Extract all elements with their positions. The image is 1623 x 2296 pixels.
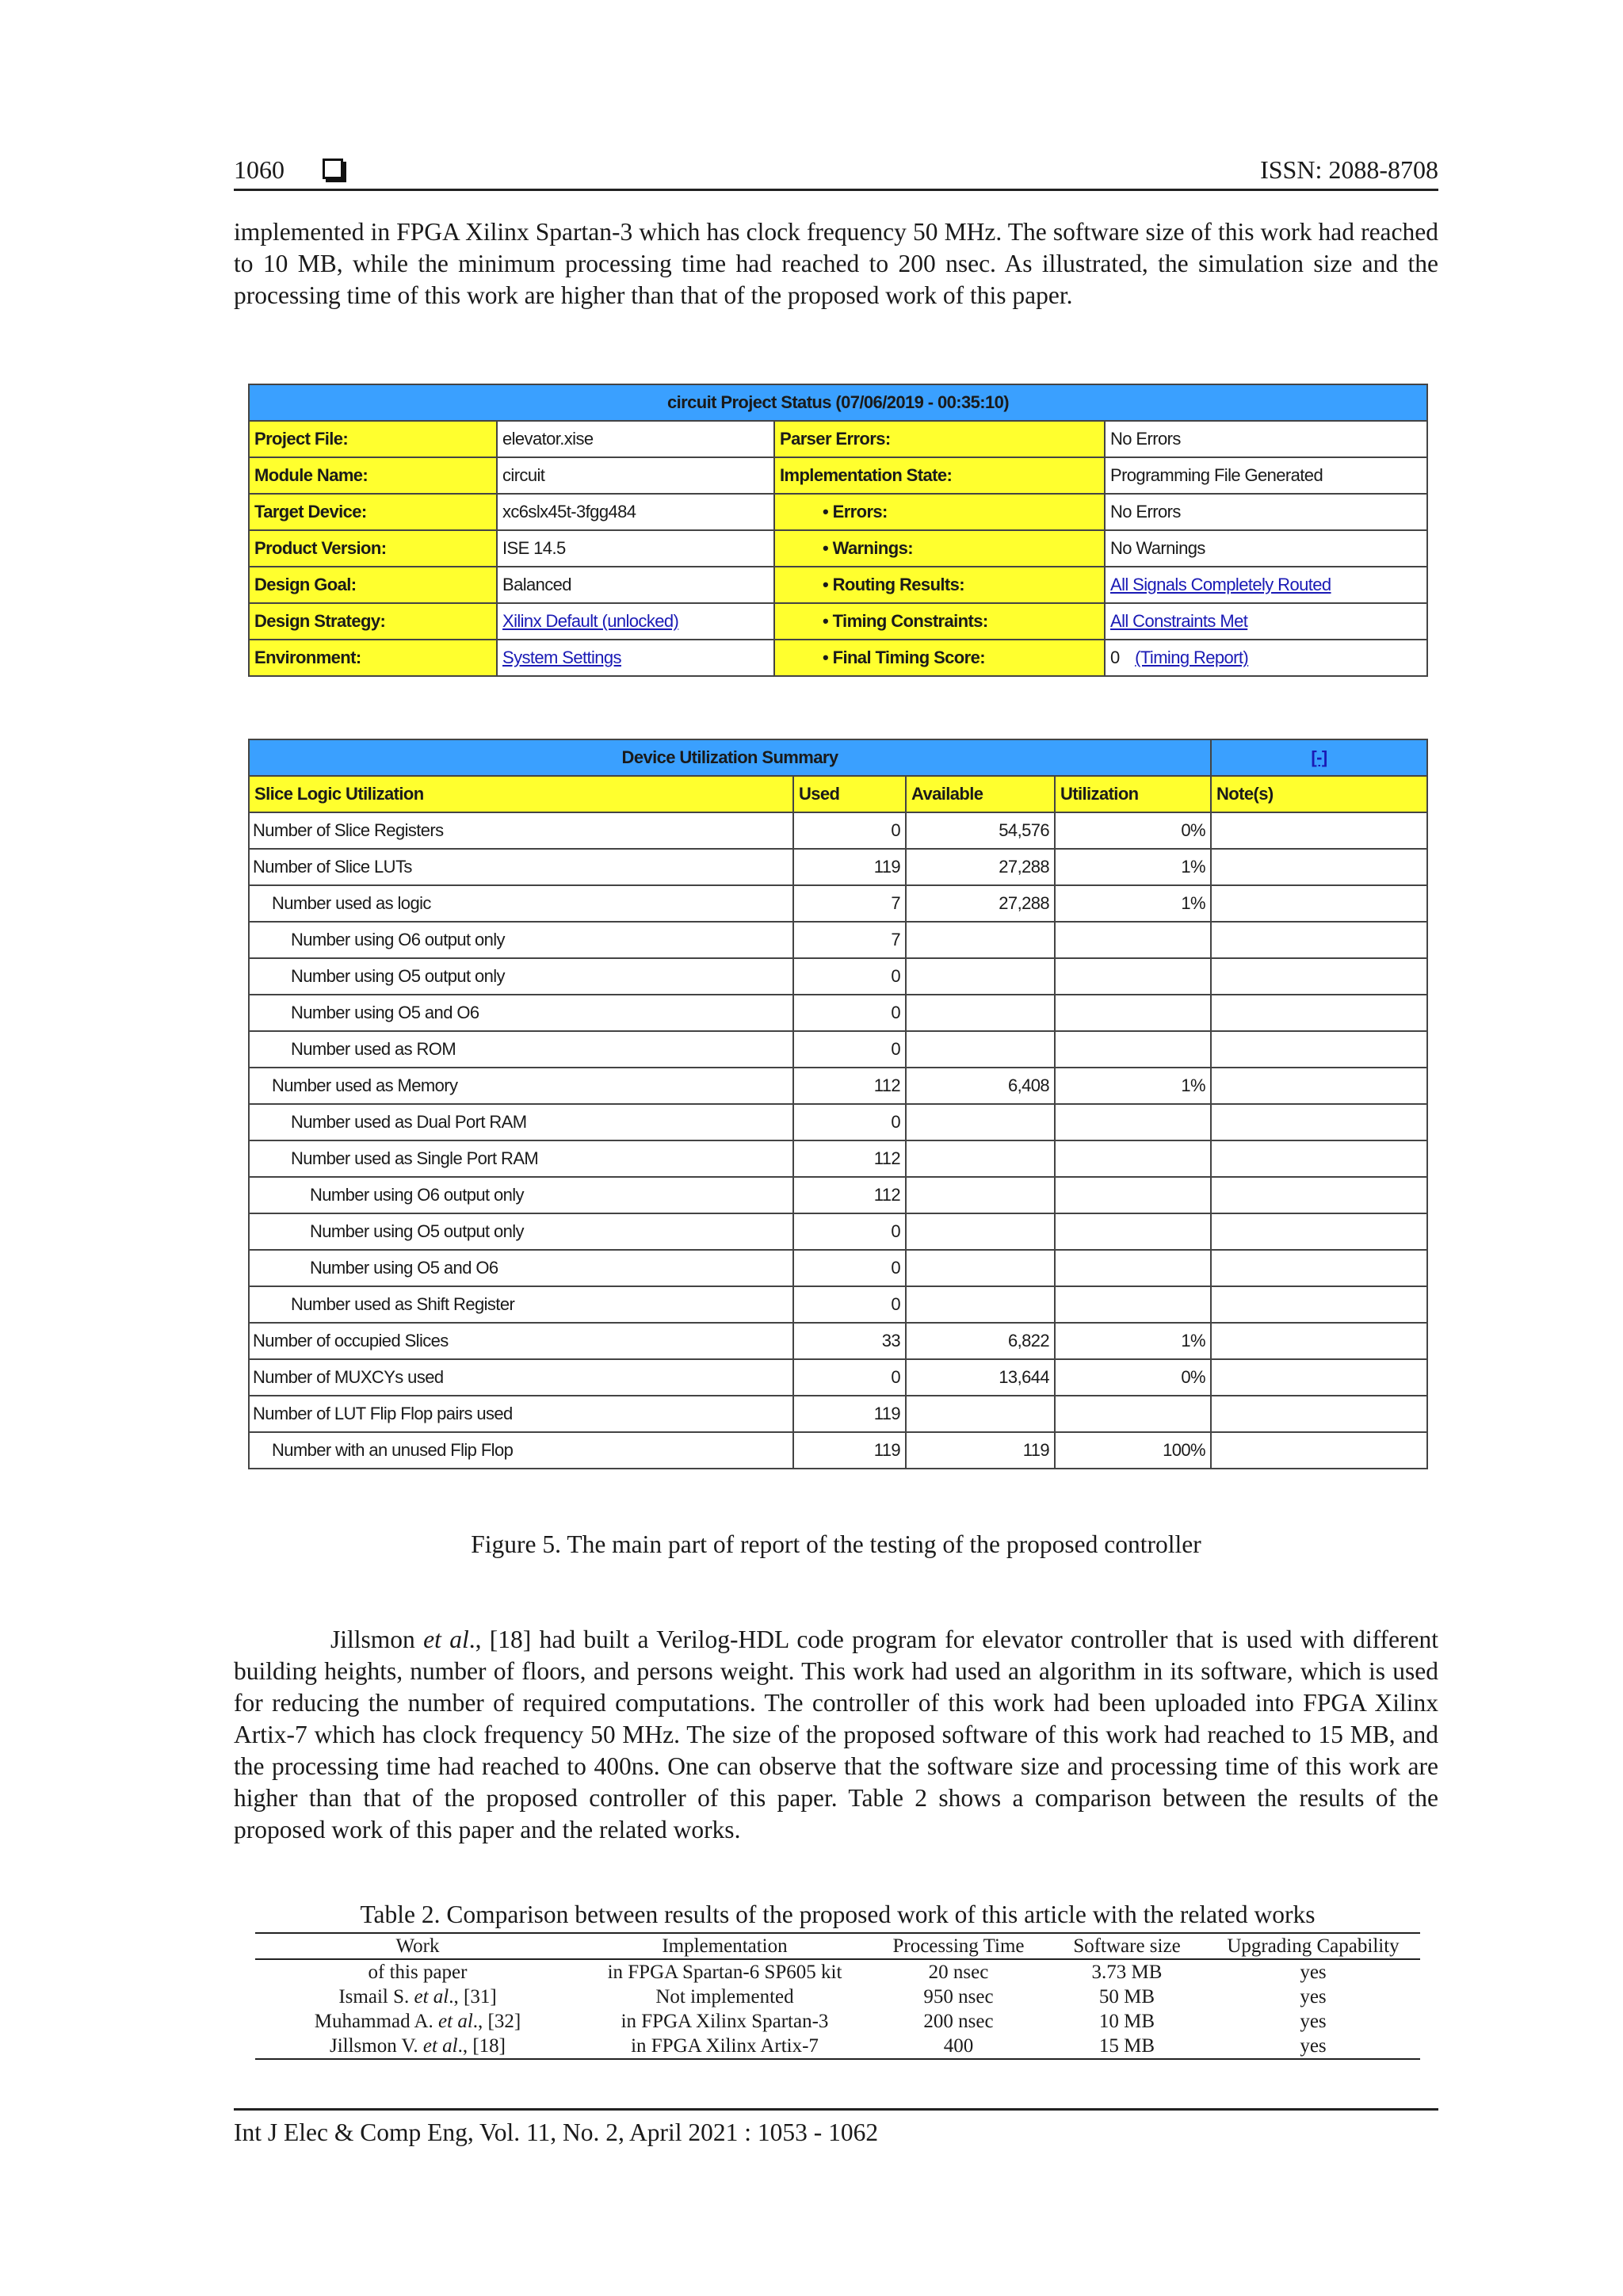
utilization-metric: Number using O6 output only	[249, 1177, 793, 1213]
used-value: 0	[793, 1286, 906, 1323]
project-status-row	[249, 421, 1427, 457]
project-status-title-row	[249, 384, 1427, 421]
comparison-table	[255, 1932, 1420, 2060]
project-status-row	[249, 494, 1427, 530]
status-label: Target Device:	[249, 494, 497, 530]
upgrading-cell: yes	[1300, 1962, 1327, 1983]
status-label: Product Version:	[249, 530, 497, 567]
used-value: 0	[793, 1359, 906, 1396]
utilization-row	[249, 995, 1427, 1031]
comparison-column-header: Implementation	[580, 1933, 869, 1959]
notes-cell	[1211, 1104, 1427, 1140]
project-status-title: circuit Project Status (07/06/2019 - 00:35:10)	[249, 384, 1427, 421]
upgrading-cell: yes	[1300, 2011, 1327, 2032]
utilization-row	[249, 885, 1427, 922]
available-value: 54,576	[906, 812, 1055, 849]
utilization-row	[249, 1177, 1427, 1213]
implementation-cell: in FPGA Spartan-6 SP605 kit	[607, 1962, 842, 1983]
status-label-secondary: Implementation State:	[774, 457, 1105, 494]
software-size-cell: 50 MB	[1098, 1986, 1155, 2008]
status-value-secondary	[1105, 640, 1427, 676]
software-size-cell: 15 MB	[1048, 2034, 1206, 2059]
page-header	[234, 155, 1438, 191]
comparison-row	[255, 1959, 1420, 1985]
upgrading-cell: yes	[1300, 1986, 1327, 2008]
utilization-metric: Number of Slice LUTs	[249, 849, 793, 885]
device-utilization-title-row	[249, 739, 1427, 776]
implementation-cell: in FPGA Xilinx Spartan-3	[621, 2011, 829, 2032]
paragraph-text: ., [18] had built a Verilog-HDL code program for elevator controller that is used with different building heights, number of floors, and persons weight. This work had used an algorithm in its software, which is used for reducing the number of required computations. The controller of this work had been uploaded into FPGA Xilinx Artix-7 which has clock frequency 50 MHz. The size of the proposed software of this work had reached to 15 MB, and the processing time had reached to 400ns. One can observe that the software size and processing time of this work are higher than that of the proposed controller of this paper. Table 2 shows a comparison between the results of the proposed work of this paper and the related works.	[234, 1626, 1439, 1843]
work-cell	[255, 1959, 580, 1985]
notes-cell	[1211, 885, 1427, 922]
page-footer: Int J Elec & Comp Eng, Vol. 11, No. 2, April 2021 : 1053 - 1062	[234, 2108, 1438, 2147]
utilization-row	[249, 1031, 1427, 1068]
utilization-value: 1%	[1055, 1323, 1211, 1359]
available-value	[906, 1286, 1055, 1323]
available-value: 27,288	[906, 885, 1055, 922]
comparison-column-header: Processing Time	[869, 1933, 1048, 1959]
notes-cell	[1211, 812, 1427, 849]
status-label: Project File:	[249, 421, 497, 457]
notes-cell	[1211, 1177, 1427, 1213]
utilization-value: 1%	[1055, 1068, 1211, 1104]
utilization-value	[1055, 958, 1211, 995]
status-value-secondary-link[interactable]: All Constraints Met	[1105, 603, 1427, 640]
paragraph-author: Jillsmon	[330, 1626, 415, 1653]
comparison-column-header: Upgrading Capability	[1206, 1933, 1420, 1959]
notes-cell	[1211, 995, 1427, 1031]
status-value-secondary: No Errors	[1105, 494, 1427, 530]
notes-cell	[1211, 1286, 1427, 1323]
screenshot-crop-edge	[248, 1487, 1426, 1490]
status-label-secondary: Parser Errors:	[774, 421, 1105, 457]
utilization-metric: Number used as Shift Register	[249, 1286, 793, 1323]
utilization-metric: Number using O5 and O6	[249, 1250, 793, 1286]
project-status-row	[249, 603, 1427, 640]
utilization-metric: Number used as Memory	[249, 1068, 793, 1104]
figure-caption: Figure 5. The main part of report of the testing of the proposed controller	[471, 1530, 1201, 1558]
available-value: 6,408	[906, 1068, 1055, 1104]
available-value: 13,644	[906, 1359, 1055, 1396]
utilization-row	[249, 1213, 1427, 1250]
utilization-metric: Number used as logic	[249, 885, 793, 922]
work-name: Jillsmon V.	[329, 2035, 423, 2057]
status-value-link[interactable]: System Settings	[497, 640, 774, 676]
work-reference: ., [32]	[472, 2011, 521, 2032]
used-value: 0	[793, 1031, 906, 1068]
notes-cell	[1211, 1250, 1427, 1286]
utilization-row	[249, 1286, 1427, 1323]
utilization-row	[249, 1068, 1427, 1104]
utilization-row	[249, 1104, 1427, 1140]
utilization-row	[249, 812, 1427, 849]
utilization-column-header: Available	[906, 776, 1055, 812]
status-label: Environment:	[249, 640, 497, 676]
work-etal: et al	[438, 2011, 473, 2032]
notes-cell	[1211, 922, 1427, 958]
status-label-secondary: • Warnings:	[774, 530, 1105, 567]
notes-cell	[1211, 1323, 1427, 1359]
timing-report-link[interactable]: (Timing Report)	[1135, 648, 1249, 667]
used-value: 33	[793, 1323, 906, 1359]
utilization-value	[1055, 1286, 1211, 1323]
utilization-column-header: Utilization	[1055, 776, 1211, 812]
used-value: 0	[793, 1104, 906, 1140]
work-name: Ismail S.	[338, 1986, 414, 2008]
implementation-cell: in FPGA Xilinx Artix-7	[580, 2034, 869, 2059]
utilization-value: 1%	[1055, 885, 1211, 922]
work-reference: ., [31]	[449, 1986, 497, 2008]
available-value	[906, 958, 1055, 995]
notes-cell	[1211, 849, 1427, 885]
body-paragraph	[234, 1624, 1438, 1846]
available-value: 6,822	[906, 1323, 1055, 1359]
available-value	[906, 1250, 1055, 1286]
status-value: circuit	[497, 457, 774, 494]
work-cell	[255, 2034, 580, 2059]
used-value: 112	[793, 1068, 906, 1104]
utilization-row	[249, 958, 1427, 995]
notes-cell	[1211, 1396, 1427, 1432]
utilization-column-header: Used	[793, 776, 906, 812]
utilization-row	[249, 849, 1427, 885]
status-label-secondary: • Errors:	[774, 494, 1105, 530]
utilization-metric: Number using O5 output only	[249, 1213, 793, 1250]
comparison-row	[255, 2009, 1420, 2034]
available-value	[906, 1396, 1055, 1432]
utilization-metric: Number using O6 output only	[249, 922, 793, 958]
utilization-row	[249, 1432, 1427, 1469]
used-value: 0	[793, 1250, 906, 1286]
notes-cell	[1211, 1213, 1427, 1250]
software-size-cell: 3.73 MB	[1091, 1962, 1163, 1983]
work-cell	[255, 2009, 580, 2034]
used-value: 0	[793, 995, 906, 1031]
utilization-value	[1055, 1140, 1211, 1177]
utilization-column-header: Note(s)	[1211, 776, 1427, 812]
processing-time-cell: 950 nsec	[923, 1986, 994, 2008]
work-etal: et al	[414, 1986, 449, 2008]
comparison-header-row	[255, 1933, 1420, 1959]
available-value	[906, 922, 1055, 958]
utilization-value	[1055, 1213, 1211, 1250]
page-number: 1060	[234, 155, 285, 184]
processing-time-cell: 20 nsec	[928, 1962, 989, 1983]
utilization-row	[249, 1359, 1427, 1396]
status-label-secondary: • Final Timing Score:	[774, 640, 1105, 676]
work-name: of this paper	[368, 1962, 468, 1983]
table2-title: Table 2. Comparison between results of the proposed work of this article with the related works	[360, 1901, 1316, 1928]
utilization-value	[1055, 922, 1211, 958]
utilization-metric: Number used as ROM	[249, 1031, 793, 1068]
notes-cell	[1211, 1432, 1427, 1469]
used-value: 119	[793, 1396, 906, 1432]
notes-cell	[1211, 1068, 1427, 1104]
used-value: 0	[793, 958, 906, 995]
utilization-column-header: Slice Logic Utilization	[249, 776, 793, 812]
status-value-secondary-link[interactable]: All Signals Completely Routed	[1105, 567, 1427, 603]
upgrading-cell: yes	[1206, 2034, 1420, 2059]
utilization-row	[249, 1396, 1427, 1432]
available-value	[906, 1140, 1055, 1177]
available-value	[906, 1104, 1055, 1140]
comparison-row	[255, 2034, 1420, 2059]
utilization-metric: Number of occupied Slices	[249, 1323, 793, 1359]
utilization-metric: Number of Slice Registers	[249, 812, 793, 849]
project-status-row	[249, 640, 1427, 676]
status-value: Balanced	[497, 567, 774, 603]
utilization-row	[249, 1140, 1427, 1177]
project-status-row	[249, 567, 1427, 603]
utilization-value	[1055, 1177, 1211, 1213]
status-label-secondary: • Timing Constraints:	[774, 603, 1105, 640]
status-value: elevator.xise	[497, 421, 774, 457]
used-value: 119	[793, 849, 906, 885]
square-bullet-icon	[323, 159, 343, 179]
utilization-value: 0%	[1055, 1359, 1211, 1396]
work-cell	[255, 1985, 580, 2009]
project-status-table	[248, 384, 1428, 677]
project-status-row	[249, 457, 1427, 494]
notes-cell	[1211, 1359, 1427, 1396]
software-size-cell: 10 MB	[1098, 2011, 1155, 2032]
utilization-value: 100%	[1055, 1432, 1211, 1469]
used-value: 7	[793, 885, 906, 922]
work-etal: et al	[422, 2035, 458, 2057]
notes-cell	[1211, 958, 1427, 995]
utilization-row	[249, 922, 1427, 958]
utilization-row	[249, 1250, 1427, 1286]
utilization-value: 1%	[1055, 849, 1211, 885]
device-utilization-table	[248, 739, 1428, 1469]
status-label: Module Name:	[249, 457, 497, 494]
used-value: 112	[793, 1177, 906, 1213]
available-value: 119	[906, 1432, 1055, 1469]
intro-paragraph: implemented in FPGA Xilinx Spartan-3 which has clock frequency 50 MHz. The software size of this work had reached to 10 MB, while the minimum processing time had reached to 200 nsec. As illustrated, the simulation size and the processing time of this work are higher than that of the proposed work of this paper.	[234, 218, 1438, 309]
available-value	[906, 1031, 1055, 1068]
implementation-cell: Not implemented	[655, 1986, 794, 2008]
utilization-metric: Number of MUXCYs used	[249, 1359, 793, 1396]
status-value: xc6slx45t-3fgg484	[497, 494, 774, 530]
status-value: ISE 14.5	[497, 530, 774, 567]
utilization-value	[1055, 1031, 1211, 1068]
utilization-header-row	[249, 776, 1427, 812]
processing-time-cell: 400	[869, 2034, 1048, 2059]
paragraph-etal: et al	[423, 1626, 469, 1653]
utilization-metric: Number of LUT Flip Flop pairs used	[249, 1396, 793, 1432]
used-value: 112	[793, 1140, 906, 1177]
comparison-column-header: Software size	[1048, 1933, 1206, 1959]
project-status-row	[249, 530, 1427, 567]
status-label-secondary: • Routing Results:	[774, 567, 1105, 603]
utilization-value	[1055, 1250, 1211, 1286]
collapse-toggle-link[interactable]: [-]	[1211, 739, 1427, 776]
used-value: 119	[793, 1432, 906, 1469]
status-value-secondary: No Errors	[1105, 421, 1427, 457]
used-value: 0	[793, 1213, 906, 1250]
available-value	[906, 1213, 1055, 1250]
status-label: Design Strategy:	[249, 603, 497, 640]
used-value: 0	[793, 812, 906, 849]
status-value-link[interactable]: Xilinx Default (unlocked)	[497, 603, 774, 640]
utilization-value: 0%	[1055, 812, 1211, 849]
comparison-column-header: Work	[255, 1933, 580, 1959]
status-value-secondary: No Warnings	[1105, 530, 1427, 567]
used-value: 7	[793, 922, 906, 958]
utilization-metric: Number using O5 output only	[249, 958, 793, 995]
utilization-row	[249, 1323, 1427, 1359]
utilization-metric: Number used as Dual Port RAM	[249, 1104, 793, 1140]
processing-time-cell: 200 nsec	[923, 2011, 994, 2032]
work-reference: ., [18]	[457, 2035, 506, 2057]
available-value	[906, 995, 1055, 1031]
utilization-value	[1055, 1104, 1211, 1140]
utilization-metric: Number with an unused Flip Flop	[249, 1432, 793, 1469]
issn-label: ISSN: 2088-8708	[1260, 155, 1438, 184]
available-value: 27,288	[906, 849, 1055, 885]
notes-cell	[1211, 1031, 1427, 1068]
notes-cell	[1211, 1140, 1427, 1177]
work-name: Muhammad A.	[314, 2011, 439, 2032]
utilization-value	[1055, 995, 1211, 1031]
status-value-secondary: Programming File Generated	[1105, 457, 1427, 494]
utilization-metric: Number using O5 and O6	[249, 995, 793, 1031]
utilization-value	[1055, 1396, 1211, 1432]
timing-score: 0	[1110, 648, 1120, 667]
device-utilization-title: Device Utilization Summary	[249, 739, 1211, 776]
available-value	[906, 1177, 1055, 1213]
status-label: Design Goal:	[249, 567, 497, 603]
comparison-row	[255, 1985, 1420, 2009]
utilization-metric: Number used as Single Port RAM	[249, 1140, 793, 1177]
